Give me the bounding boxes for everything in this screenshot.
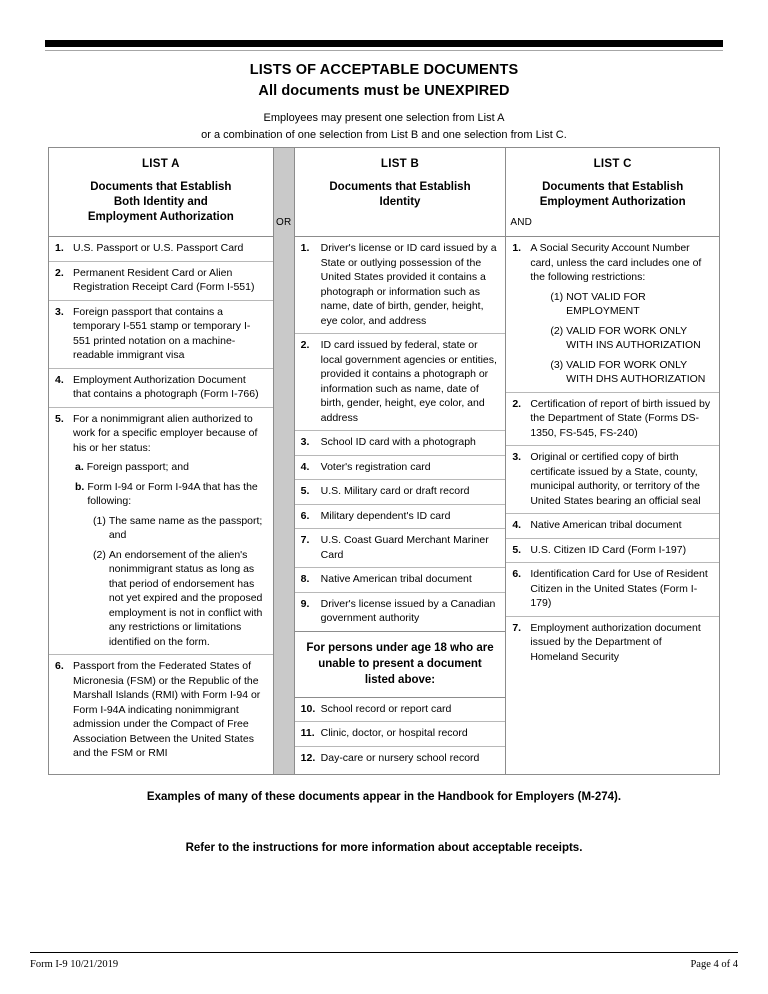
sub-item-label: (2)	[550, 324, 564, 337]
item-text: Permanent Resident Card or Alien Registration Receipt Card (Form I-551)	[73, 266, 255, 293]
sub-item-label: (1)	[93, 514, 106, 527]
item-number: 6.	[300, 509, 310, 522]
sub-item	[550, 324, 712, 353]
list-b-column	[295, 148, 507, 774]
item-text: Driver's license issued by a Canadian government authority	[320, 597, 496, 624]
item-number: 2.	[512, 397, 522, 410]
list-item	[506, 514, 719, 539]
item-text: Certification of report of birth issued by the Department of State (Forms DS-1350, FS-545, FS-240)	[530, 397, 711, 439]
list-c-column	[506, 148, 719, 774]
list-c-desc-line-2: Employment Authorization	[539, 196, 686, 208]
list-a-column	[49, 148, 273, 774]
item-text: Clinic, doctor, or hospital record	[320, 727, 468, 739]
list-item	[295, 529, 506, 568]
list-item	[295, 568, 506, 593]
list-b-title: LIST B	[380, 158, 420, 170]
list-item	[506, 563, 719, 617]
item-text: Native American tribal document	[530, 519, 682, 531]
item-number: 5.	[55, 412, 64, 425]
list-b-description	[301, 180, 500, 210]
page-number: Page 4 of 4	[690, 959, 738, 970]
list-c-desc-line-1: Documents that Establish	[542, 181, 684, 193]
item-number: 1.	[55, 242, 64, 254]
item-subitems	[530, 290, 712, 387]
list-c-title: LIST C	[593, 158, 632, 170]
list-item	[295, 456, 506, 481]
item-lead-text: For a nonimmigrant alien authorized to work for a specific employer because of his or her status:	[73, 412, 258, 454]
item-text: Voter's registration card	[320, 460, 431, 473]
header-thick-rule	[45, 40, 723, 47]
list-a-header	[49, 148, 273, 237]
sub-item-text: NOT VALID FOR EMPLOYMENT	[566, 290, 646, 317]
list-item	[49, 301, 273, 369]
item-number: 5.	[300, 485, 310, 497]
list-a-title: LIST A	[141, 158, 180, 170]
item-number: 2.	[55, 266, 64, 279]
item-number: 11.	[300, 727, 315, 739]
sub-item-label: (2)	[93, 548, 106, 561]
sub-item-text: Foreign passport; and	[86, 461, 189, 473]
item-number: 3.	[55, 305, 64, 318]
item-text: U.S. Citizen ID Card (Form I-197)	[530, 543, 687, 556]
item-text: Original or certified copy of birth certificate issued by a State, county, municipal authority, or territory of the United States bearing an official seal	[530, 451, 701, 507]
item-number: 4.	[300, 460, 310, 473]
sub-item-text: The same name as the passport; and	[108, 514, 263, 541]
item-text: Military dependent's ID card	[320, 509, 451, 522]
item-number: 4.	[55, 373, 64, 386]
list-b-header	[295, 148, 506, 237]
item-number: 9.	[300, 597, 310, 610]
list-a-desc-line-1: Documents that Establish	[90, 181, 232, 193]
list-a-desc-line-3: Employment Authorization	[87, 211, 234, 223]
list-b-desc-line-2: Identity	[379, 196, 421, 208]
intro-text	[45, 110, 723, 143]
sub-item-text: Form I-94 or Form I-94A that has the following:	[87, 480, 258, 507]
item-number: 7.	[512, 621, 522, 634]
list-item	[49, 655, 273, 766]
list-item	[295, 722, 506, 747]
list-item	[506, 446, 719, 514]
item-text: Employment authorization document issued by the Department of Homeland Security	[530, 621, 701, 663]
item-subitems	[73, 460, 266, 649]
form-identifier: Form I-9 10/21/2019	[30, 959, 119, 970]
list-item	[49, 262, 273, 301]
list-item	[295, 237, 506, 334]
item-text: Driver's license or ID card issued by a State or outlying possession of the United States provided it contains a photograph or information such as name, date of birth, gender, height, eye color, and address	[320, 242, 497, 327]
list-item	[295, 431, 506, 456]
sub-item-label: (3)	[550, 358, 564, 371]
list-item	[295, 334, 506, 431]
item-text: Day-care or nursery school record	[320, 751, 480, 764]
list-item	[49, 369, 273, 408]
list-item	[295, 505, 506, 530]
item-text	[73, 412, 266, 650]
item-number: 12.	[300, 751, 316, 764]
page-title: LISTS OF ACCEPTABLE DOCUMENTS	[249, 62, 519, 78]
list-c-items	[506, 237, 719, 774]
item-text: U.S. Military card or draft record	[320, 485, 470, 497]
list-a-desc-line-2: Both Identity and	[113, 196, 208, 208]
sub-item	[93, 548, 266, 650]
item-number: 3.	[512, 451, 522, 463]
list-c-header	[506, 148, 719, 237]
list-item	[506, 393, 719, 447]
list-item	[49, 408, 273, 656]
item-text: Foreign passport that contains a temporary I-551 stamp or temporary I-551 printed notation on a machine-readable immigrant visa	[73, 305, 251, 361]
list-a-description	[55, 180, 267, 225]
item-number: 2.	[300, 339, 310, 351]
item-text: Passport from the Federated States of Micronesia (FSM) or the Republic of the Marshall Islands (RMI) with Form I-94 or Form I-94A indicating nonimmigrant admission under the Compact of Free Association Between the United States and the FSM or RMI	[73, 660, 261, 759]
list-item	[295, 593, 506, 631]
item-text: ID card issued by federal, state or local government agencies or entities, provided it contains a photograph or information such as name, date of birth, gender, height, eye color, and address	[320, 339, 497, 424]
sub-item	[75, 480, 266, 509]
list-item	[506, 617, 719, 670]
item-text: School ID card with a photograph	[320, 436, 476, 448]
item-number: 1.	[300, 242, 310, 254]
sub-item	[93, 514, 266, 543]
footer-rule	[30, 952, 738, 953]
sub-item	[550, 290, 712, 319]
sub-item-label: (1)	[550, 290, 564, 303]
connector-and-label: AND	[510, 217, 533, 228]
receipts-note: Refer to the instructions for more information about acceptable receipts.	[185, 842, 583, 854]
item-text: Identification Card for Use of Resident Citizen in the United States (Form I-179)	[530, 568, 708, 609]
page-subtitle: All documents must be UNEXPIRED	[258, 83, 510, 99]
item-number: 10.	[300, 702, 316, 715]
item-text: Employment Authorization Document that contains a photograph (Form I-766)	[73, 373, 259, 400]
list-b-items	[295, 237, 506, 774]
item-text: U.S. Coast Guard Merchant Mariner Card	[320, 534, 489, 561]
item-text: Native American tribal document	[320, 573, 472, 585]
list-item	[295, 698, 506, 723]
list-item	[506, 539, 719, 564]
item-number: 5.	[512, 543, 522, 556]
sub-item-text: An endorsement of the alien's nonimmigrant status as long as that period of endorsement has not yet expired and the proposed employment is not in conflict with any restrictions or limitations identified on the form.	[108, 548, 263, 648]
sub-item-text: VALID FOR WORK ONLY WITH INS AUTHORIZATION	[566, 324, 701, 351]
list-item	[295, 747, 506, 771]
list-item	[295, 480, 506, 505]
header-thin-rule	[45, 50, 723, 51]
intro-line-1: Employees may present one selection from List A	[263, 112, 505, 124]
item-number: 7.	[300, 534, 310, 546]
item-text: School record or report card	[320, 702, 452, 715]
list-b-desc-line-1: Documents that Establish	[329, 181, 471, 193]
sub-item-label: b.	[75, 480, 85, 493]
sub-item-text: VALID FOR WORK ONLY WITH DHS AUTHORIZATION	[566, 358, 706, 385]
item-number: 6.	[512, 568, 522, 580]
list-item	[506, 237, 719, 393]
item-number: 8.	[300, 573, 310, 585]
item-number: 4.	[512, 519, 522, 531]
list-item	[49, 237, 273, 262]
header-rule-group	[45, 40, 723, 51]
connector-or-label: OR	[275, 217, 292, 228]
page-title-block	[45, 60, 723, 102]
handbook-note: Examples of many of these documents appear in the Handbook for Employers (M-274).	[146, 791, 622, 803]
item-text: U.S. Passport or U.S. Passport Card	[73, 242, 244, 254]
or-divider	[273, 148, 295, 774]
sub-item	[550, 358, 712, 387]
list-c-description	[512, 180, 713, 210]
item-lead-text: A Social Security Account Number card, unless the card includes one of the following restrictions:	[530, 242, 702, 283]
intro-line-2: or a combination of one selection from List B and one selection from List C.	[201, 128, 567, 141]
item-number: 6.	[55, 660, 64, 672]
sub-item	[75, 460, 266, 475]
acceptable-documents-table	[48, 147, 720, 775]
page-footer	[30, 958, 738, 972]
item-text	[530, 241, 712, 387]
list-a-items	[49, 237, 273, 774]
item-number: 1.	[512, 242, 522, 254]
item-number: 3.	[300, 436, 310, 448]
list-b-minor-callout: For persons under age 18 who are unable to present a document listed above:	[295, 631, 506, 698]
sub-item-label: a.	[75, 461, 84, 473]
